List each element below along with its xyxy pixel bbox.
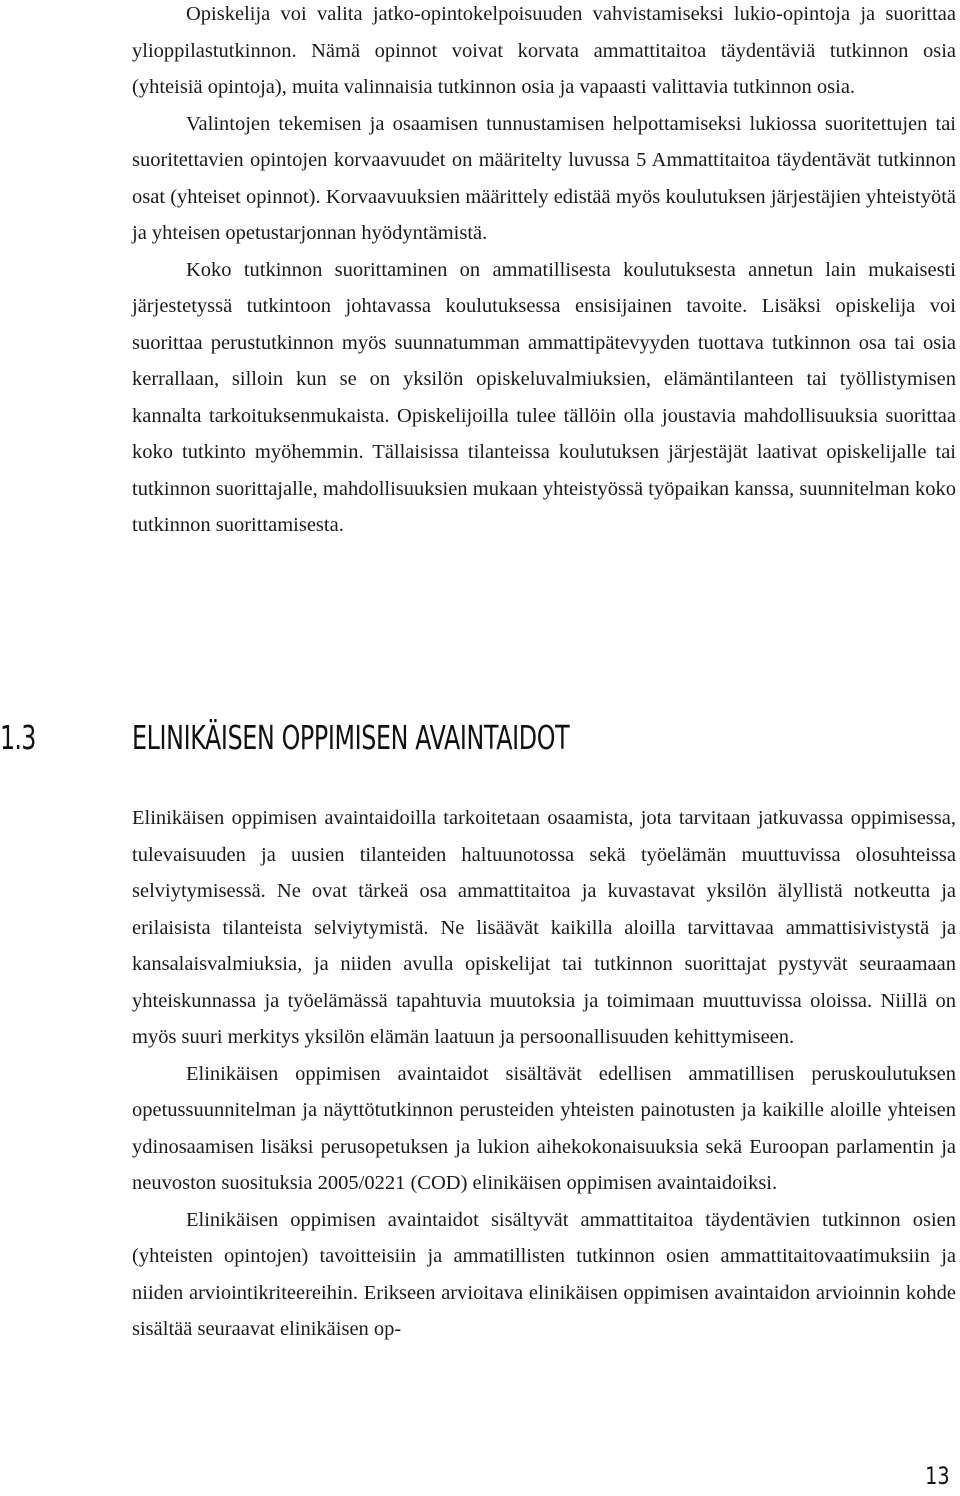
paragraph: Elinikäisen oppimisen avaintaidot sisältyvät ammattitaitoa täydentävien tutkinnon osien (yhteisten opintojen) tavoitteisiin ja ammatillisten tutkinnon osien ammattitaitovaatimuksiin ja niiden arviointikriteereihin. Erikseen arvioitava elinikäisen oppimisen avaintaidon arvioinnin kohde sisältää seuraavat elinikäisen op- <box>132 1208 956 1340</box>
section-title: ELINIKÄISEN OPPIMISEN AVAINTAIDOT <box>132 718 570 757</box>
section-number: 1.3 <box>0 718 36 757</box>
paragraph: Elinikäisen oppimisen avaintaidot sisältävät edellisen ammatillisen peruskoulutuksen opetussuunnitelman ja näyttötutkinnon perusteiden yhteisten painotusten ja kaikille aloille yhteisen ydinosaamisen lisäksi perusopetuksen ja lukion aihekokonaisuuksia sekä Euroopan parlamentin ja neuvoston suosituksia 2005/0221 (COD) elinikäisen oppimisen avaintaidoiksi. <box>132 1062 956 1194</box>
paragraph: Opiskelija voi valita jatko-opintokelpoisuuden vahvistamiseksi lukio-opintoja ja suorittaa ylioppilastutkinnon. Nämä opinnot voivat korvata ammattitaitoa täydentäviä tutkinnon osia (yhteisiä opintoja), muita valinnaisia tutkinnon osia ja vapaasti valittavia tutkinnon osia. <box>132 3 956 98</box>
paragraph: Valintojen tekemisen ja osaamisen tunnustamisen helpottamiseksi lukiossa suoritettujen tai suoritettavien opintojen korvaavuudet on määritelty luvussa 5 Ammattitaitoa täydentävät tutkinnon osat (yhteiset opinnot). Korvaavuuksien määrittely edistää myös koulutuksen järjestäjien yhteistyötä ja yhteisen opetustarjonnan hyödyntämistä. <box>132 112 956 244</box>
page-number: 13 <box>925 1462 950 1490</box>
paragraph: Koko tutkinnon suorittaminen on ammatillisesta koulutuksesta annetun lain mukaisesti järjestetyssä tutkintoon johtavassa koulutuksessa ensisijainen tavoite. Lisäksi opiskelija voi suorittaa perustutkinnon myös suunnatumman ammattipätevyyden tuottava tutkinnon osa tai osia kerrallaan, silloin kun se on yksilön opiskeluvalmiuksien, elämäntilanteen tai työllistymisen kannalta tarkoituksenmukaista. Opiskelijoilla tulee tällöin olla joustavia mahdollisuuksia suorittaa koko tutkinto myöhemmin. Tällaisissa tilanteissa koulutuksen järjestäjät laativat opiskelijalle tai tutkinnon suorittajalle, mahdollisuuksien mukaan yhteistyössä työpaikan kanssa, suunnitelman koko tutkinnon suorittamisesta. <box>132 258 956 536</box>
section-text-block <box>132 800 956 1348</box>
section-heading <box>0 718 960 778</box>
intro-text-block <box>132 0 956 544</box>
paragraph: Elinikäisen oppimisen avaintaidoilla tarkoitetaan osaamista, jota tarvitaan jatkuvassa oppimisessa, tulevaisuuden ja uusien tilanteiden haltuunotossa sekä työelämän muuttuvissa olosuhteissa selviytymisessä. Ne ovat tärkeä osa ammattitaitoa ja kuvastavat yksilön älyllistä notkeutta ja erilaisista tilanteista selviytymistä. Ne lisäävät kaikilla aloilla tarvittavaa ammattisivistystä ja kansalaisvalmiuksia, ja niiden avulla opiskelijat tai tutkinnon suorittajat pystyvät seuraamaan yhteiskunnassa ja työelämässä tapahtuvia muutoksia ja toimimaan muuttuvissa oloissa. Niillä on myös suuri merkitys yksilön elämän laatuun ja persoonallisuuden kehittymiseen. <box>132 807 956 1048</box>
